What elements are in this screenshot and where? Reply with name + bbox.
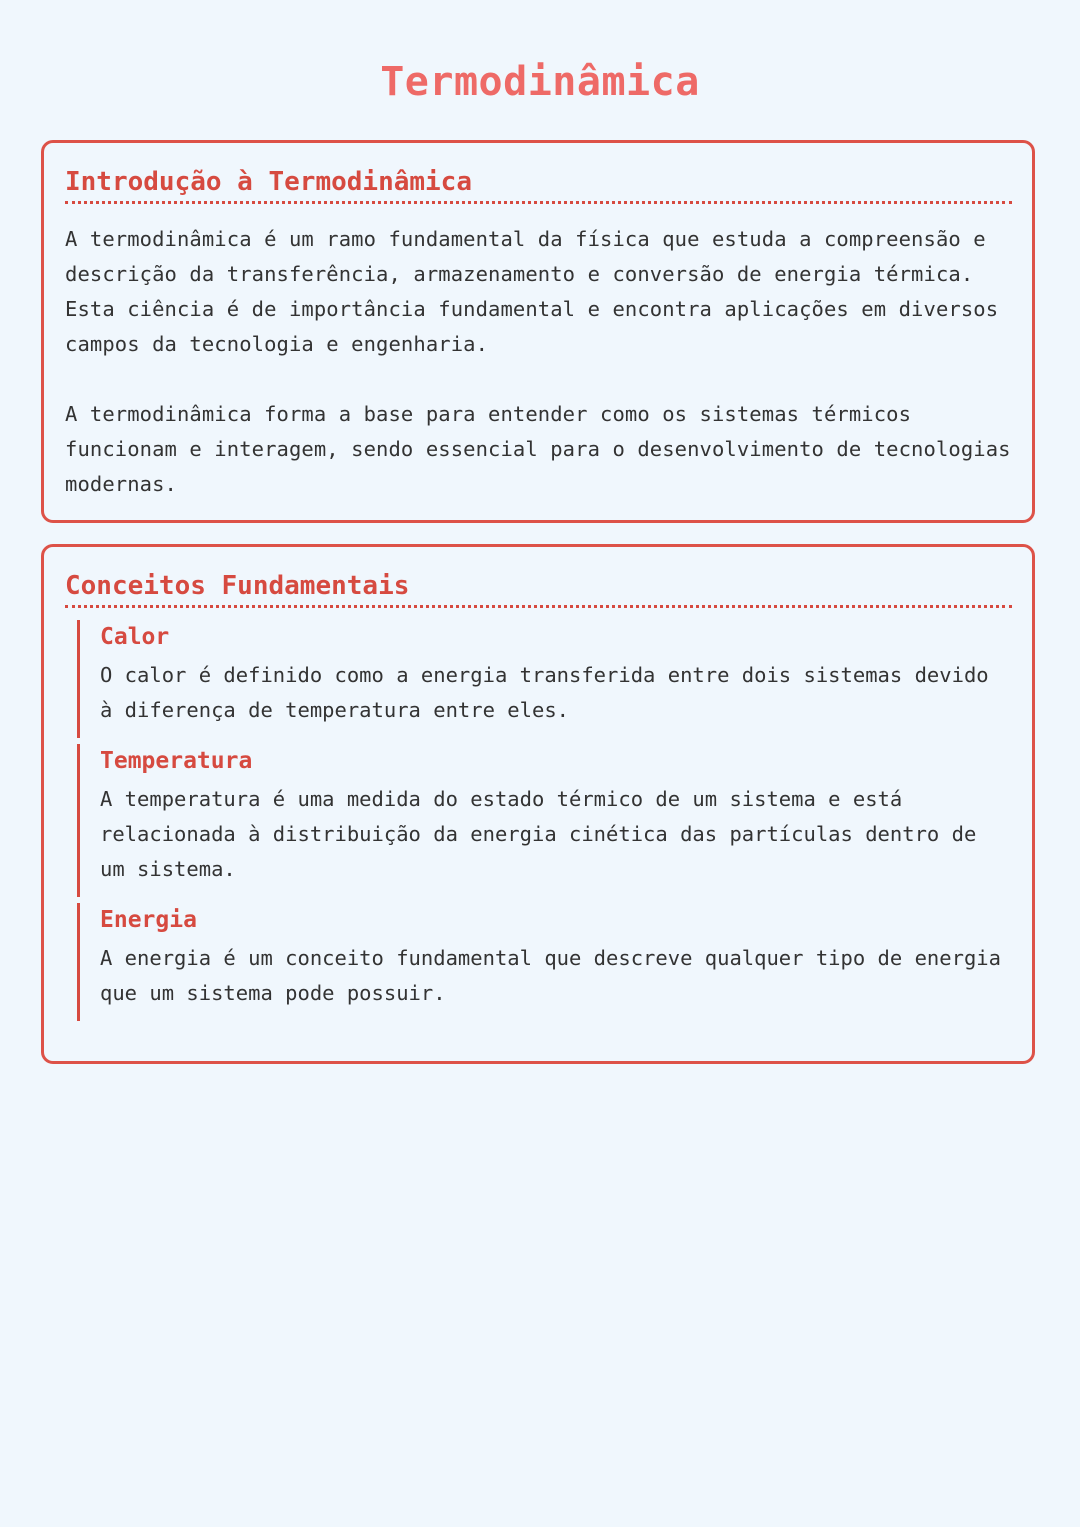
concept-title: Calor <box>100 624 170 650</box>
intro-heading: Introdução à Termodinâmica <box>65 165 1012 204</box>
concept-list <box>65 620 1012 1021</box>
concepts-card <box>41 544 1035 1064</box>
concept-item-temperatura <box>77 744 1012 897</box>
intro-card <box>41 140 1035 523</box>
concept-title: Energia <box>100 907 197 933</box>
intro-paragraph: A termodinâmica forma a base para entender como os sistemas térmicos funcionam e interagem, sendo essencial para o desenvolvimento de tecnologias modernas. <box>65 402 1011 496</box>
concept-title: Temperatura <box>100 748 253 774</box>
intro-paragraph: A termodinâmica é um ramo fundamental da física que estuda a compreensão e descrição da transferência, armazenamento e conversão de energia térmica. Esta ciência é de importância fundamental e encontra aplicações em diversos campos da tecnologia e engenharia. <box>65 227 999 356</box>
concept-text: O calor é definido como a energia transferida entre dois sistemas devido à diferença de temperatura entre eles. <box>100 663 989 722</box>
page-title: Termodinâmica <box>380 59 700 105</box>
concept-text: A energia é um conceito fundamental que descreve qualquer tipo de energia que um sistema pode possuir. <box>100 946 1001 1005</box>
concept-item-energia <box>77 903 1012 1021</box>
concepts-heading: Conceitos Fundamentais <box>65 569 1012 608</box>
concept-item-calor <box>77 620 1012 738</box>
concept-text: A temperatura é uma medida do estado térmico de um sistema e está relacionada à distribuição da energia cinética das partículas dentro de um sistema. <box>100 787 977 881</box>
